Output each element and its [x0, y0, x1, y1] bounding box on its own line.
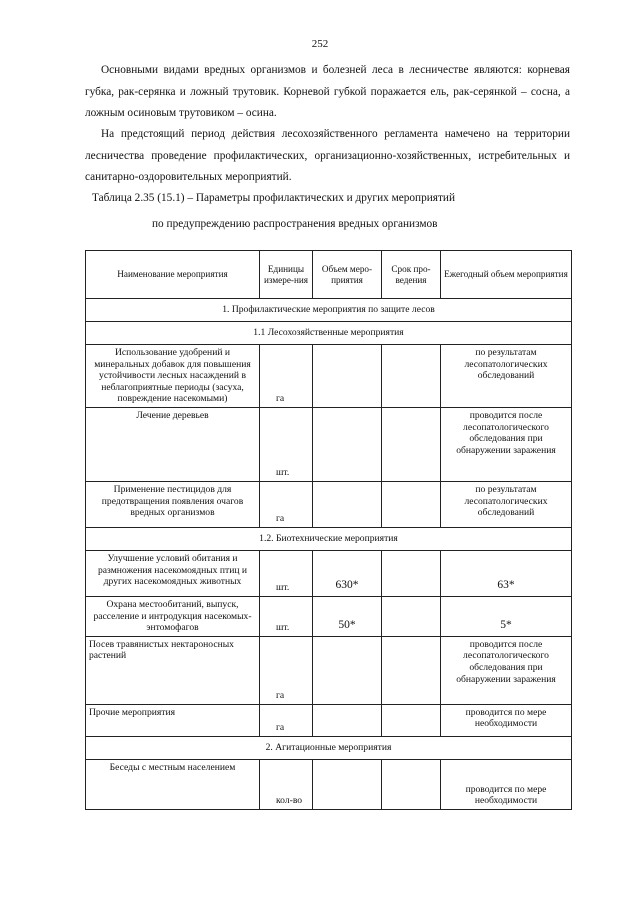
row-volume [313, 345, 382, 408]
row-term [382, 550, 441, 596]
row-name: Применение пестицидов для предотвращения появления очагов вредных организмов [86, 481, 260, 527]
table-header-row [86, 251, 572, 299]
row-unit: га [260, 481, 313, 527]
row-volume [313, 481, 382, 527]
row-term [382, 704, 441, 736]
row-annual: проводится по мере необходимости [441, 759, 572, 809]
table-row [86, 596, 572, 636]
table-row [86, 550, 572, 596]
subsection-1-1-label: 1.1 Лесохозяйственные мероприятия [86, 322, 572, 345]
page-number: 252 [311, 38, 329, 50]
row-term [382, 345, 441, 408]
subsection-row [86, 527, 572, 550]
row-name: Охрана местообитаний, выпуск, расселение и интродукция насекомых-энтомофагов [86, 596, 260, 636]
row-term [382, 596, 441, 636]
row-volume [313, 759, 382, 809]
table-row [86, 407, 572, 481]
paragraph-2: На предстоящий период действия лесохозяйственного регламента намечено на территории лесничества проведение профилактических, организационно-хозяйственных, истребительных и санитарно-оздоровительных мероприятий. [85, 128, 570, 183]
row-annual: проводится после лесопатологического обследования при обнаружении заражения [441, 407, 572, 481]
row-unit: га [260, 345, 313, 408]
section-1-label: 1. Профилактические мероприятия по защите лесов [86, 299, 572, 322]
table-row [86, 481, 572, 527]
row-volume: 630* [313, 550, 382, 596]
row-volume [313, 704, 382, 736]
section-2-label: 2. Агитационные мероприятия [86, 736, 572, 759]
table-row [86, 759, 572, 809]
row-name: Лечение деревьев [86, 407, 260, 481]
row-unit: шт. [260, 407, 313, 481]
subsection-1-2-label: 1.2. Биотехнические мероприятия [86, 527, 572, 550]
header-annual: Ежегодный объем мероприятия [441, 251, 572, 299]
row-unit: шт. [260, 596, 313, 636]
row-volume [313, 407, 382, 481]
row-unit: га [260, 704, 313, 736]
row-annual: проводится по мере необходимости [441, 704, 572, 736]
header-units: Единицы измере-ния [260, 251, 313, 299]
row-term [382, 481, 441, 527]
row-annual: проводится после лесопатологического обследования при обнаружении заражения [441, 636, 572, 704]
row-name: Беседы с местным населением [86, 759, 260, 809]
header-volume: Объем меро-приятия [313, 251, 382, 299]
row-term [382, 407, 441, 481]
row-volume: 50* [313, 596, 382, 636]
table-row [86, 704, 572, 736]
header-name: Наименование мероприятия [86, 251, 260, 299]
row-name: Посев травянистых нектароносных растений [86, 636, 260, 704]
table-caption-line1: Таблица 2.35 (15.1) – Параметры профилактических и других мероприятий [92, 192, 456, 204]
section-row [86, 736, 572, 759]
row-annual: по результатам лесопатологических обследований [441, 481, 572, 527]
row-annual: 5* [441, 596, 572, 636]
measures-table [85, 250, 572, 810]
row-volume [313, 636, 382, 704]
row-annual: по результатам лесопатологических обследований [441, 345, 572, 408]
row-annual: 63* [441, 550, 572, 596]
row-name: Прочие мероприятия [86, 704, 260, 736]
table-row [86, 636, 572, 704]
header-term: Срок про-ведения [382, 251, 441, 299]
subsection-row [86, 322, 572, 345]
row-unit: га [260, 636, 313, 704]
paragraph-1: Основными видами вредных организмов и болезней леса в лесничестве являются: корневая губка, рак-серянка и ложный трутовик. Корневой губкой поражается ель, рак-серянкой – сосна, а ложным осиновым трутовиком – осина. [85, 64, 570, 119]
row-term [382, 636, 441, 704]
row-name: Использование удобрений и минеральных добавок для повышения устойчивости лесных насаждений в неблагоприятные периоды (засуха, повреждение насекомыми) [86, 345, 260, 408]
row-term [382, 759, 441, 809]
table-row [86, 345, 572, 408]
table-caption-line2: по предупреждению распространения вредных организмов [152, 218, 438, 230]
section-row [86, 299, 572, 322]
row-name: Улучшение условий обитания и размножения насекомоядных птиц и других насекомоядных животных [86, 550, 260, 596]
row-unit: шт. [260, 550, 313, 596]
row-unit: кол-во [260, 759, 313, 809]
